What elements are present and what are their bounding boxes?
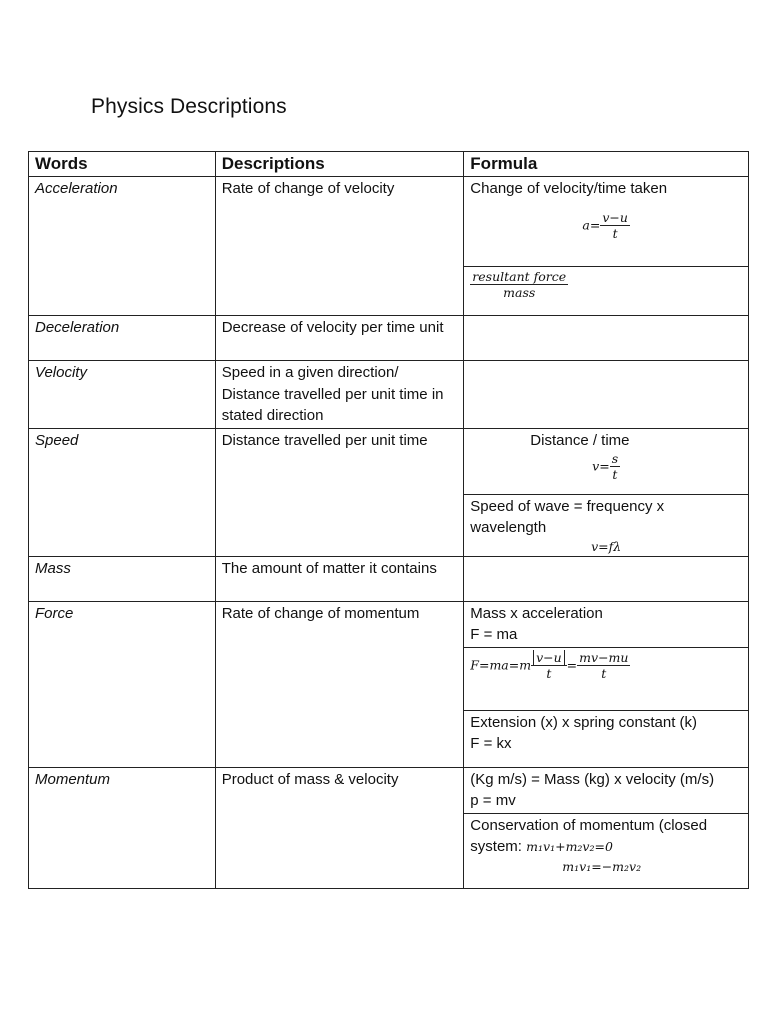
description-velocity: Speed in a given direction/ Distance travelled per unit time in stated direction (215, 361, 464, 429)
wave-equation: v=fλ (591, 538, 622, 554)
table-row (29, 767, 749, 813)
formula-velocity (464, 361, 749, 429)
force-equation: F=ma=m $\frac{v-u}{t}$ = $\frac{mv-mu}{t}$ (470, 649, 629, 681)
formula-speed-1 (464, 428, 749, 494)
formula-speed-2 (464, 494, 749, 556)
resultant-force-fraction: $\frac{\text{resultant force}}{\text{mass}}$ (472, 269, 567, 300)
formula-mass (464, 556, 749, 601)
formula-momentum-1: (Kg m/s) = Mass (kg) x velocity (m/s) p = mv (464, 767, 749, 813)
formula-deceleration (464, 316, 749, 361)
word-speed: Speed (29, 428, 216, 556)
header-descriptions: Descriptions (215, 152, 464, 177)
header-formula: Formula (464, 152, 749, 177)
word-acceleration: Acceleration (29, 177, 216, 316)
description-deceleration: Decrease of velocity per time unit (215, 316, 464, 361)
word-force: Force (29, 601, 216, 767)
word-velocity: Velocity (29, 361, 216, 429)
description-acceleration: Rate of change of velocity (215, 177, 464, 316)
table-row (29, 601, 749, 647)
formula-force-1: Mass x acceleration F = ma (464, 601, 749, 647)
physics-table (28, 151, 749, 889)
wave-text: Speed of wave = frequency x wavelength (470, 497, 665, 536)
word-deceleration: Deceleration (29, 316, 216, 361)
momentum-equation-1: m₁v₁+m₂v₂=0 (526, 839, 613, 854)
word-momentum: Momentum (29, 767, 216, 888)
table-row (29, 177, 749, 267)
table-header-row (29, 152, 749, 177)
formula-text: Distance / time (530, 431, 630, 449)
formula-force-3: Extension (x) x spring constant (k) F = kx (464, 710, 749, 767)
word-mass: Mass (29, 556, 216, 601)
description-mass: The amount of matter it contains (215, 556, 464, 601)
formula-acceleration-2 (464, 267, 749, 316)
description-force: Rate of change of momentum (215, 601, 464, 767)
table-row (29, 428, 749, 494)
formula-text: Change of velocity/time taken (470, 180, 668, 197)
momentum-equation-2: m₁v₁=−m₂v₂ (562, 858, 642, 874)
description-speed: Distance travelled per unit time (215, 428, 464, 556)
acceleration-equation: a= $\frac{v-u}{t}$ (582, 209, 628, 241)
formula-force-2 (464, 647, 749, 710)
page-title: Physics Descriptions (91, 95, 287, 118)
table-row (29, 556, 749, 601)
header-words: Words (29, 152, 216, 177)
formula-momentum-2: Conservation of momentum (closed system: m₁v₁+m₂v₂=0 m₁v₁=−m₂v₂ (464, 813, 749, 888)
table-row (29, 361, 749, 429)
formula-acceleration-1 (464, 177, 749, 267)
description-momentum: Product of mass & velocity (215, 767, 464, 888)
speed-equation: v= $\frac{s}{t}$ (592, 451, 619, 482)
table-row (29, 316, 749, 361)
